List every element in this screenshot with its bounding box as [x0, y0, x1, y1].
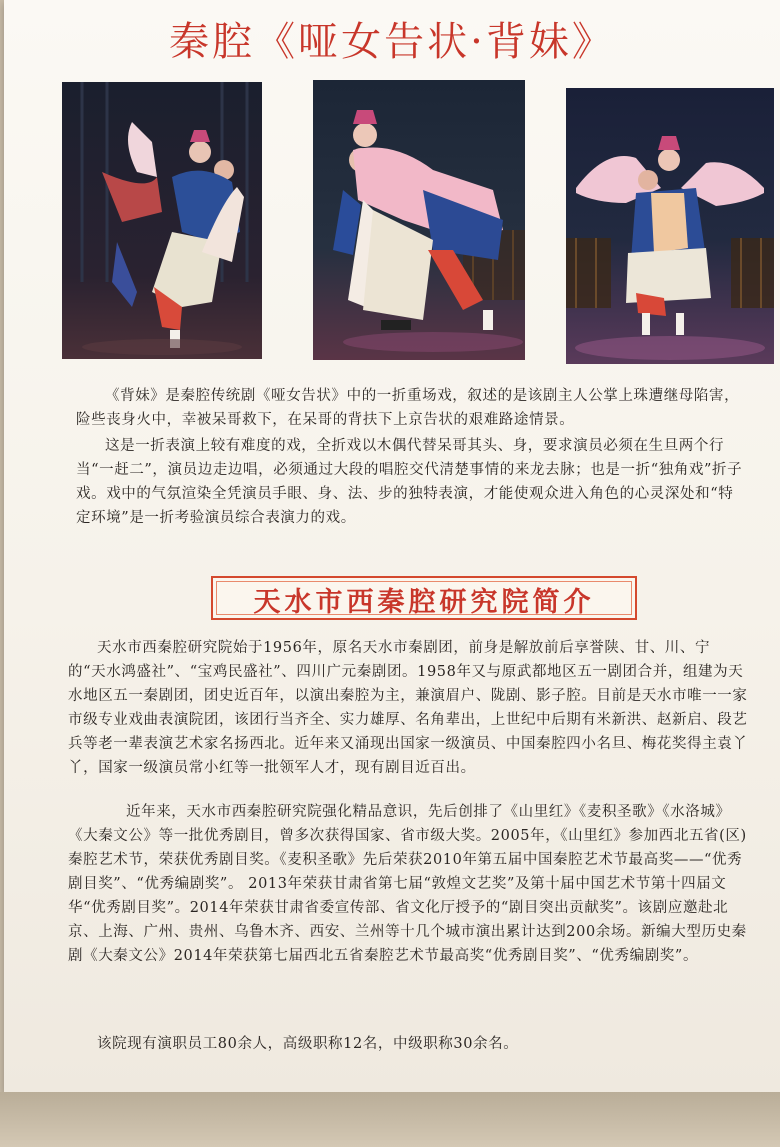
section-heading-frame — [211, 576, 637, 620]
stage-photo-1 — [62, 82, 262, 359]
section-heading: 天水市西秦腔研究院简介 — [253, 587, 595, 618]
stage-photo-3 — [566, 88, 774, 364]
body-paragraph-1: 天水市西秦腔研究院始于1956年，原名天水市秦剧团，前身是解放前后享誉陕、甘、川、宁的“天水鸿盛社”、“宝鸡民盛社”、四川广元秦剧团。1958年又与原武都地区五一剧团合并，组建为天水地区五一秦剧团，团史近百年，以演出秦腔为主，兼演眉户、陇剧、影子腔。目前是天水市唯一一家市级专业戏曲表演院团，该团行当齐全、实力雄厚、名角辈出，上世纪中后期有米新洪、赵新启、段艺兵等老一辈表演艺术家名扬西北。近年来又涌现出国家一级演员、中国秦腔四小名旦、梅花奖得主袁丫丫，国家一级演员常小红等一批领军人才，现有剧目近百出。 — [68, 640, 748, 776]
body-paragraph-3: 该院现有演职员工80余人，高级职称12名，中级职称30余名。 — [97, 1036, 519, 1052]
stage-photo-2 — [313, 80, 525, 360]
body-paragraph-2: 近年来，天水市西秦腔研究院强化精品意识，先后创排了《山里红》《麦积圣歌》《水洛城》《大秦文公》等一批优秀剧目，曾多次获得国家、省市级大奖。2005年，《山里红》参加西北五省(区)秦腔艺术节，荣获优秀剧目奖。《麦积圣歌》先后荣获2010年第五届中国秦腔艺术节最高奖——“优秀剧目奖”、“优秀编剧奖”。 2013年荣获甘肃省第七届“敦煌文艺奖”及第十届中国艺术节第十四届文华“优秀剧目奖”。2014年荣获甘肃省委宣传部、省文化厅授予的“剧目突出贡献奖”。该剧应邀赴北京、上海、广州、贵州、乌鲁木齐、西安、兰州等十几个城市演出累计达到200余场。新编大型历史秦剧《大秦文公》2014年荣获第七届西北五省秦腔艺术节最高奖“优秀剧目奖”、“优秀编剧奖”。 — [68, 804, 747, 964]
intro-paragraph-2: 这是一折表演上较有难度的戏，全折戏以木偶代替呆哥其头、身，要求演员必须在生旦两个行当“一赶二”，演员边走边唱，必须通过大段的唱腔交代清楚事情的来龙去脉；也是一折“独角戏”折子戏。戏中的气氛渲染全凭演员手眼、身、法、步的独特表演，才能使观众进入角色的心灵深处和“特定环境”是一折考验演员综合表演力的戏。 — [76, 438, 743, 526]
brochure-page — [4, 0, 780, 1092]
background-surface — [0, 1092, 780, 1147]
page-title: 秦腔《哑女告状·背妹》 — [169, 19, 615, 65]
intro-paragraph-1: 《背妹》是秦腔传统剧《哑女告状》中的一折重场戏，叙述的是该剧主人公掌上珠遭继母陷害，险些丧身火中，幸被呆哥救下，在呆哥的背扶下上京告状的艰难路途情景。 — [76, 388, 740, 428]
